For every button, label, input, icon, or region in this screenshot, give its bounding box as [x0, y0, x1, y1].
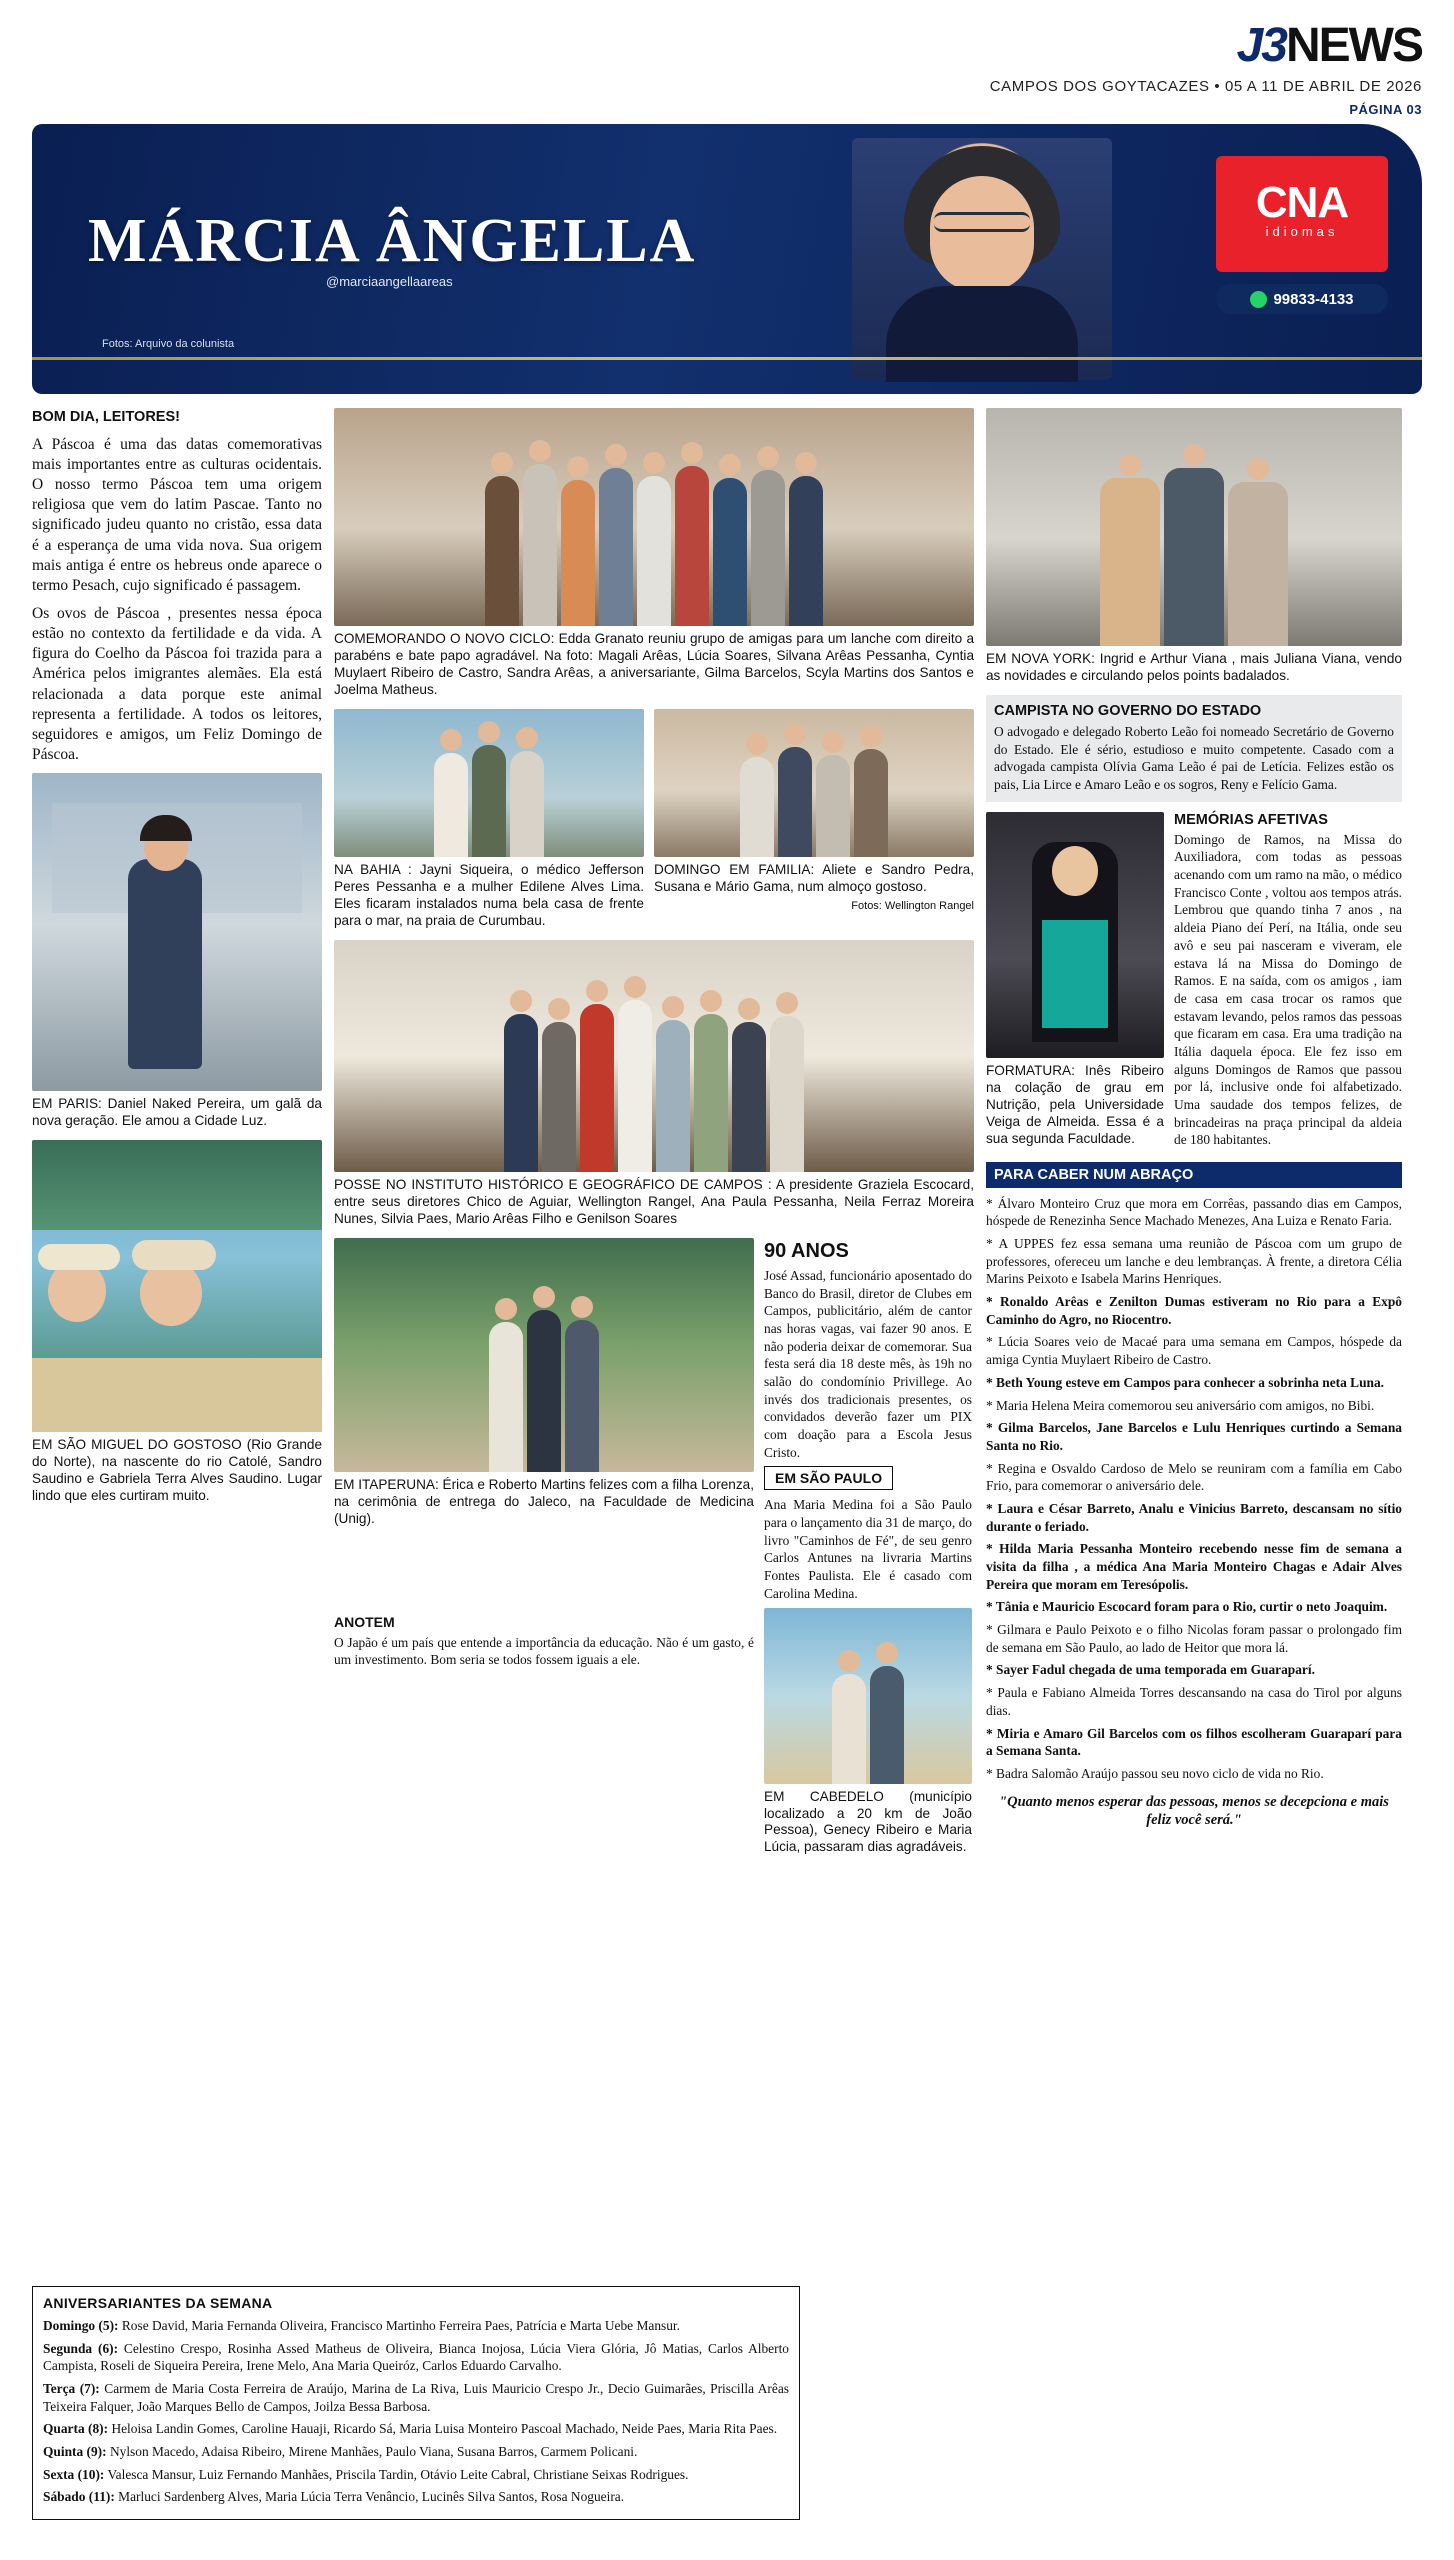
logo-j3: J3 [1236, 19, 1286, 72]
photo-daniel-paris [32, 773, 322, 1091]
photo-na-bahia [334, 709, 644, 857]
masthead [32, 0, 1422, 120]
birthday-day: Terça (7): [43, 2380, 100, 2396]
abraco-item: * Maria Helena Meira comemorou seu aniversário com amigos, no Bibi. [986, 1397, 1375, 1413]
abraco-item: * Sayer Fadul chegada de uma temporada em Guaraparí. [986, 1662, 1315, 1678]
abraco-item: * Badra Salomão Araújo passou seu novo ciclo de vida no Rio. [986, 1765, 1324, 1781]
birthday-names: Carmem de Maria Costa Ferreira de Araújo, Marina de La Riva, Luis Mauricio Crespo Jr., Decio Guimarães, Priscilla Arêas Teixeira Falquer, João Marques Bello de Campos, Joilza Bessa Barbosa. [43, 2380, 789, 2414]
caption-bahia: NA BAHIA : Jayni Siqueira, o médico Jefferson Peres Pessanha e a mulher Edilene Alves Lima. Eles ficaram instalados numa bela casa de frente para o mar, na praia de Curumbau. [334, 861, 644, 928]
caption-familia: DOMINGO EM FAMILIA: Aliete e Sandro Pedra, Susana e Mário Gama, num almoço gostoso. [654, 861, 974, 894]
birthday-names: Nylson Macedo, Adaisa Ribeiro, Mirene Manhães, Paulo Viana, Susana Barros, Carmem Policani. [109, 2443, 638, 2459]
caption-sao-miguel: EM SÃO MIGUEL DO GOSTOSO (Rio Grande do Norte), na nascente do rio Catolé, Sandro Saudino e Gabriela Terra Alves Saudino. Lugar lindo que eles curtiram muito. [32, 1437, 322, 1504]
birthday-day: Sexta (10): [43, 2466, 105, 2482]
closing-quote: "Quanto menos esperar das pessoas, menos se decepciona e mais feliz você será." [999, 1793, 1389, 1829]
masthead-subtitle: CAMPOS DOS GOYTACAZES • 05 A 11 DE ABRIL DE 2026 [989, 78, 1422, 95]
people-group [334, 464, 974, 626]
cna-phone[interactable] [1216, 284, 1388, 314]
banner-photo-credit: Fotos: Arquivo da colunista [102, 338, 235, 350]
campista-block [986, 695, 1402, 802]
column-banner [32, 124, 1422, 394]
column-center [334, 408, 974, 1866]
cna-phone-number: 99833-4133 [1273, 290, 1354, 308]
birthday-row [43, 2317, 789, 2335]
abraco-list [986, 1195, 1402, 1783]
caption-grupo-amigas: COMEMORANDO O NOVO CICLO: Edda Granato reuniu grupo de amigas para um lanche com direito a parabéns e bate papo agradável. Na foto: Magali Arêas, Lúcia Soares, Silvana Arêas Pessanha, Cyntia Muylaert Ribeiro de Castro, Sandra Arêas, a aniversariante, Gilma Barcelos, Scyla Martins dos Santos e Joelma Matheus. [334, 631, 974, 697]
cna-tagline: idiomas [1265, 224, 1339, 239]
cna-advertisement[interactable] [1216, 156, 1388, 272]
campista-text: O advogado e delegado Roberto Leão foi nomeado Secretário de Governo do Estado. Ele é sério, estudioso e muito competente. Casado com a advogada campista Olívia Gama Leão é pai de Letícia. Felizes estão os pais, Lia Lirce e Amaro Leão e os sogros, Reny e Felício Gama. [994, 723, 1394, 793]
birthday-row [43, 2380, 789, 2415]
photo-em-cabedelo [764, 1608, 972, 1784]
abraco-item: * Tânia e Mauricio Escocard foram para o Rio, curtir o neto Joaquim. [986, 1599, 1388, 1615]
aniversariantes-box [32, 2286, 800, 2520]
photo-grupo-amigas [334, 408, 974, 626]
memorias-text: Domingo de Ramos, na Missa do Auxiliadora, com todas as pessoas acenando com um ramo na mão, o médico Francisco Conte , voltou aos tempos atrás. Lembrou que quando tinha 7 anos , na aldeia Piano deí Perí, na Itália, onde seu avô e seu pai nasceram e viveram, ele estava lá na Missa do Domingo de Ramos. E na saída, com os amigos , iam de casa em casa trocar os ramos que estavam levando, pelos ramos das pessoas que ficaram em casa. Era uma tradição na Itália daquela época. Ele fez isso em alguns Domingos de Ramos que passou por lá, inclusive onde foi alfabetizado. Uma saudade dos tempos felizes, de brincadeiras na praça principal da aldeia de 180 habitantes. [1174, 831, 1402, 1148]
column-right [986, 408, 1402, 1866]
abraco-item: * Paula e Fabiano Almeida Torres descansando na casa do Tirol por alguns dias. [986, 1685, 1402, 1718]
birthday-day: Domingo (5): [43, 2317, 119, 2333]
birthday-row [43, 2443, 789, 2461]
birthday-day: Segunda (6): [43, 2340, 119, 2356]
abraco-section-header: PARA CABER NUM ABRAÇO [986, 1162, 1402, 1188]
abraco-item: * Hilda Maria Pessanha Monteiro recebendo nesse fim de semana a visita da filha , a médica Ana Maria Monteiro Chagas e Adair Alves Pereira que moram em Teresópolis. [986, 1541, 1402, 1592]
abraco-item: * Beth Young esteve em Campos para conhecer a sobrinha neta Luna. [986, 1374, 1385, 1390]
abraco-item: * Álvaro Monteiro Cruz que mora em Corrêas, passando dias em Campos, hóspede de Renezinha Sence Machado Menezes, Ana Luiza e Renato Faria. [986, 1195, 1402, 1229]
birthday-row [43, 2340, 789, 2375]
photo-em-itaperuna [334, 1238, 754, 1472]
sao-paulo-title: EM SÃO PAULO [764, 1466, 893, 1490]
birthday-day: Quinta (9): [43, 2443, 107, 2459]
abraco-item: * A UPPES fez essa semana uma reunião de Páscoa com um grupo de professores, ofereceu um lanche e deu lembranças. À frente, a diretora Célia Marins Peixoto e Isabela Marins Henriques. [986, 1236, 1402, 1287]
campista-title: CAMPISTA NO GOVERNO DO ESTADO [994, 702, 1262, 719]
anotem-title: ANOTEM [334, 1613, 395, 1630]
memorias-title: MEMÓRIAS AFETIVAS [1174, 811, 1328, 828]
photo-posse-instituto [334, 940, 974, 1172]
columnist-handle: @marciaangellaareas [326, 274, 453, 289]
publication-logo [1236, 19, 1422, 72]
caption-paris: EM PARIS: Daniel Naked Pereira, um galã da nova geração. Ele amou a Cidade Luz. [32, 1096, 322, 1129]
caption-posse: POSSE NO INSTITUTO HISTÓRICO E GEOGRÁFICO DE CAMPOS : A presidente Graziela Escocard, entre seus diretores Chico de Aguiar, Wellington Rangel, Ana Paula Pessanha, Neila Ferraz Moreira Nunes, Silvia Paes, Mario Arêas Filho e Genilson Soares [334, 1176, 974, 1226]
abraco-item: * Laura e César Barreto, Analu e Vinicius Barreto, descansam no sítio durante o feriado. [986, 1500, 1402, 1534]
abraco-item: * Miria e Amaro Gil Barcelos com os filhos escolheram Guaraparí para a Semana Santa. [986, 1725, 1402, 1759]
caption-itaperuna: EM ITAPERUNA: Érica e Roberto Martins felizes com a filha Lorenza, na cerimônia de entrega do Jaleco, na Faculdade de Medicina (Unig). [334, 1476, 754, 1526]
birthday-row [43, 2420, 789, 2438]
photo-credit-familia: Fotos: Wellington Rangel [851, 899, 974, 912]
birthday-row [43, 2466, 789, 2484]
abraco-item: * Ronaldo Arêas e Zenilton Dumas estiveram no Rio para a Expô Caminho do Agro, no Riocentro. [986, 1294, 1402, 1327]
whatsapp-icon [1250, 291, 1267, 308]
birthday-names: Valesca Mansur, Luiz Fernando Manhães, Priscila Tardin, Otávio Leite Cabral, Christiane Seixas Rodrigues. [107, 2466, 689, 2482]
photo-sao-miguel-gostoso [32, 1140, 322, 1432]
article-columns [32, 408, 1422, 1866]
greeting: BOM DIA, LEITORES! [32, 409, 180, 425]
sao-paulo-text: Ana Maria Medina foi a São Paulo para o lançamento dia 31 de março, do livro "Caminhos de Fé", de seu genro Carlos Antunes na livraria Martins Fontes Paulista. Ele é casado com Carolina Medina. [764, 1497, 972, 1601]
birthday-names: Celestino Crespo, Rosinha Assed Matheus de Oliveira, Bianca Inojosa, Lúcia Viera Glória, Jô Matias, Carlos Alberto Campista, Roseli de Siqueira Pereira, Irene Melo, Ana Maria Queiróz, Carlos Eduardo Carvalho. [43, 2340, 789, 2374]
anos90-title: 90 ANOS [764, 1239, 849, 1262]
birthday-day: Quarta (8): [43, 2421, 109, 2437]
birthday-names: Heloisa Landin Gomes, Caroline Hauaji, Ricardo Sá, Maria Luisa Monteiro Pascoal Machado, Neide Paes, Maria Rita Paes. [111, 2421, 778, 2437]
abraco-item: * Gilma Barcelos, Jane Barcelos e Lulu Henriques curtindo a Semana Santa no Rio. [986, 1420, 1402, 1453]
caption-nova-york: EM NOVA YORK: Ingrid e Arthur Viana , mais Juliana Viana, vendo as novidades e circulando pelos points badalados. [986, 651, 1402, 683]
abraco-item: * Lúcia Soares veio de Macaé para uma semana em Campos, hóspede da amiga Cyntia Muylaert Ribeiro de Castro. [986, 1334, 1402, 1368]
aniversariantes-title: ANIVERSARIANTES DA SEMANA [43, 2294, 273, 2311]
birthday-row [43, 2488, 789, 2506]
birthday-names: Rose David, Maria Fernanda Oliveira, Francisco Martinho Ferreira Paes, Patrícia e Marta Uebe Mansur. [121, 2317, 680, 2333]
caption-cabedelo: EM CABEDELO (município localizado a 20 km de João Pessoa), Genecy Ribeiro e Maria Lúcia, passaram dias agradáveis. [764, 1788, 972, 1855]
cna-brand: CNA [1255, 178, 1349, 227]
logo-news: NEWS [1286, 19, 1422, 72]
photo-em-nova-york [986, 408, 1402, 646]
column-left [32, 408, 322, 1866]
intro-paragraph-2: Os ovos de Páscoa , presentes nessa época estão no contexto da fertilidade e da vida. A figura do Coelho da Páscoa foi trazida para a América pelos imigrantes alemães. Ela está relacionada a data porque este animal representa a fertilidade. A todos os leitores, seguidores e amigos, um Feliz Domingo de Páscoa. [32, 604, 322, 763]
anotem-text: O Japão é um país que entende a importância da educação. Não é um gasto, é um investimento. Bom seria se todos fossem iguais a ele. [334, 1634, 754, 1668]
columnist-portrait [852, 138, 1112, 380]
photo-formatura-ines [986, 812, 1164, 1058]
abraco-item: * Regina e Osvaldo Cardoso de Melo se reuniram com a família em Cabo Frio, para comemorar o aniversário dele. [986, 1460, 1402, 1494]
birthday-day: Sábado (11): [43, 2489, 115, 2505]
photo-domingo-em-familia [654, 709, 974, 857]
caption-formatura: FORMATURA: Inês Ribeiro na colação de grau em Nutrição, pela Universidade Veiga de Almeida. Essa é a sua segunda Faculdade. [986, 1062, 1164, 1146]
columnist-name: MÁRCIA ÂNGELLA [88, 207, 697, 275]
birthday-names: Marluci Sardenberg Alves, Maria Lúcia Terra Venâncio, Lucinês Silva Santos, Rosa Nogueira. [118, 2489, 625, 2505]
intro-paragraph-1: A Páscoa é uma das datas comemorativas mais importantes entre as culturas ocidentais. O nosso termo Páscoa tem uma origem religiosa que vem do latim Pascae. Tanto no significado judeu quanto no cristão, essa data é a esperança de uma vida nova. Sua origem mais antiga é entre os hebreus onde aparece o termo Pesach, cujo significado é passagem. [32, 435, 322, 594]
abraco-item: * Gilmara e Paulo Peixoto e o filho Nicolas foram passar o prolongado fim de semana em São Paulo, ao lado de Heitor que mora lá. [986, 1622, 1402, 1655]
page-number: PÁGINA 03 [1349, 102, 1422, 117]
anos90-text: José Assad, funcionário aposentado do Banco do Brasil, diretor de Clubes em Campos, publicitário, além de cantor nas horas vagas, vai fazer 90 anos. E não poderia deixar de comemorar. Sua festa será dia 18 deste mês, às 19h no salão do condomínio Privillege. Ao invés dos tradicionais presentes, os convidados deverão fazer um PIX com doação para a Escola Jesus Cristo. [764, 1267, 972, 1460]
